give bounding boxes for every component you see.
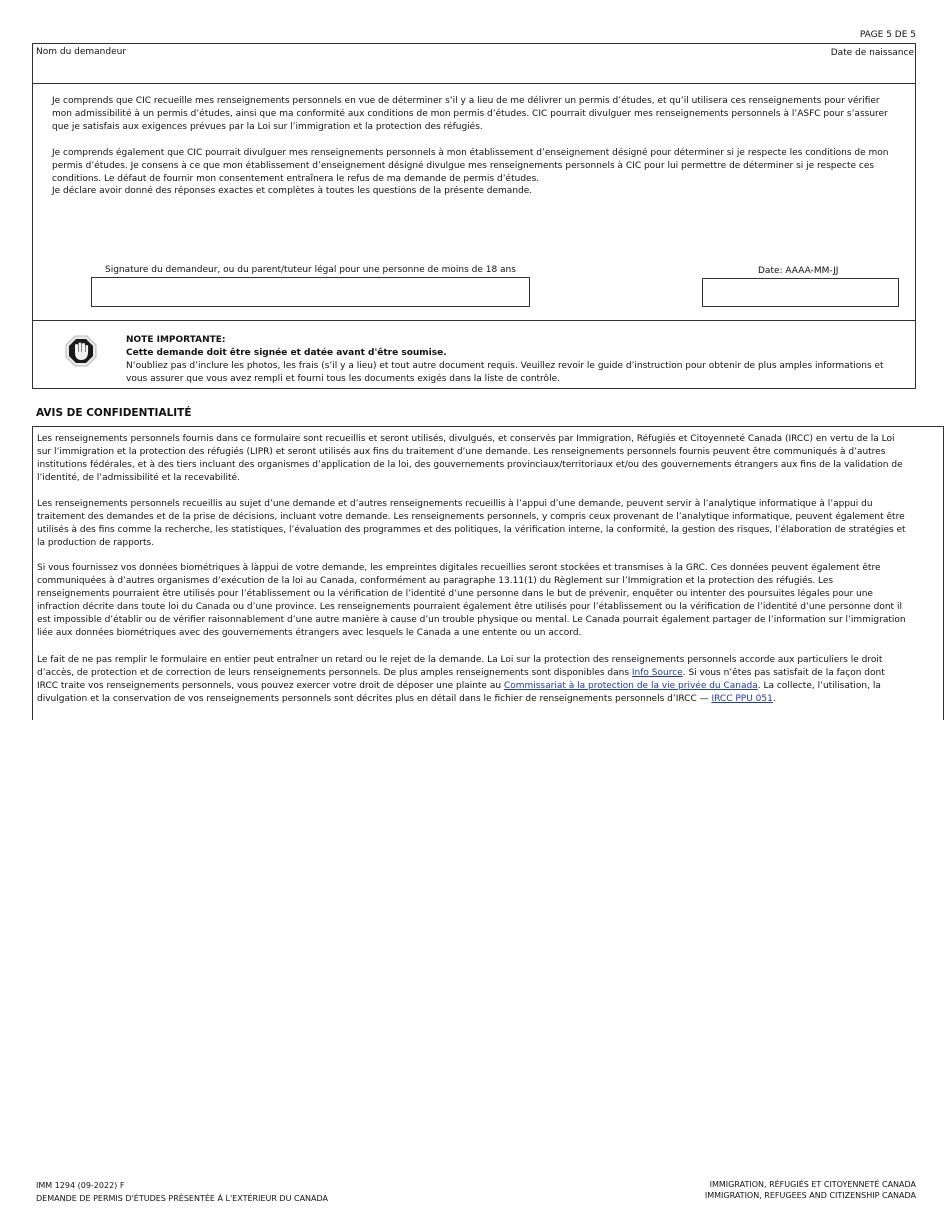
note-subtitle: Cette demande doit être signée et datée avant d'être soumise. [126, 348, 447, 358]
declaration-paragraph-1: Je comprends que CIC recueille mes renseignements personnels en vue de déterminer s’il y a lieu de me délivrer un permis d’études, et qu’il utilisera ces renseignements pour vérifier mon admissibilité à un permis d’études, ainsi que ma conformité aux conditions de mon permis d’études. CIC pourrait divulguer mes renseignements personnels à l’ASFC pour s’assurer que je satisfais aux exigences prévues par la Loi sur l’immigration et la protection des réfugiés. [52, 96, 888, 132]
signature-field[interactable] [91, 277, 530, 307]
declaration-paragraph-2: Je comprends également que CIC pourrait divulguer mes renseignements personnels à mon établissement d’enseignement désigné pour déterminer si je respecte les conditions de mon permis d’études. Je consens à ce que mon établissement d’enseignement désigné divulgue mes renseignements personnels à CIC pour lui permettre de déterminer si je respecte ces conditions. Le défaut de fournir mon consentement entraînera le refus de ma demande de permis d’études. [52, 148, 889, 184]
stop-hand-icon [64, 334, 98, 368]
confidentiality-paragraph-2: Les renseignements personnels recueillis au sujet d’une demande et d’autres renseignements recueillis à l’appui d’une demande, peuvent servir à l’analytique informatique à l’appui du traitement des demandes et de la prise de décisions, incluant votre demande. Les renseignements personnels, y compris ceux provenant de l’analytique informatique, peuvent également être utilisés à des fins comme la recherche, les statistiques, l’évaluation des programmes et des politiques, la vérification interne, la conformité, la gestion des risques, l’élaboration de stratégies et la production de rapports. [37, 499, 906, 548]
dob-label: Date de naissance [830, 48, 914, 58]
form-title: DEMANDE DE PERMIS D'ÉTUDES PRÉSENTÉE À L'EXTÉRIEUR DU CANADA [36, 1194, 328, 1203]
note-title: NOTE IMPORTANTE: [126, 335, 226, 345]
signature-label: Signature du demandeur, ou du parent/tuteur légal pour une personne de moins de 18 ans [105, 265, 516, 275]
signature-date-field[interactable] [702, 278, 899, 307]
declaration-paragraph-3: Je déclare avoir donné des réponses exactes et complètes à toutes les questions de la présente demande. [52, 186, 533, 196]
page-number: PAGE 5 DE 5 [859, 30, 916, 40]
confidentiality-paragraph-3: Si vous fournissez vos données biométriques à làppui de votre demande, les empreintes digitales recueillies seront stockées et transmises à la GRC. Ces données peuvent également être communiquées à d’autres organismes d’exécution de la loi au Canada, conformément au paragraphe 13.11(1) du Règlement sur l’Immigration et la protection des réfugiés. Les renseignements pourraient être utilisés pour l’établissement ou la vérification de l’identité d’une personne dans le but de prévenir, enquêter ou intenter des poursuites légales pour une infraction décrite dans toute loi du Canada ou d’une province. Les renseignements pourraient également être utilisés pour l’établissement ou la vérification de l’identité d’une personne dont il est impossible d’établir ou de vérifier raisonnablement d’une autre manière à cause d’un trouble physique ou mental. Le Canada pourrait également partager de l’information sur l’immigration liée aux données biométriques avec des gouvernements étrangers avec lesquels le Canada a une entente ou un accord. [37, 563, 906, 638]
paragraph-4-text-c: . La collecte, l’utilisation, la divulgation et la conservation de vos renseignements personnels sont décrites plus en détail dans le fichier de renseignements personnels d’IRCC — [37, 680, 881, 704]
confidentiality-title: AVIS DE CONFIDENTIALITÉ [36, 407, 192, 419]
paragraph-4-text-d: . [772, 693, 776, 704]
applicant-name-label: Nom du demandeur [36, 47, 127, 57]
department-name-fr: IMMIGRATION, RÉFUGIÉS ET CITOYENNETÉ CANADA [709, 1180, 916, 1189]
confidentiality-paragraph-1: Les renseignements personnels fournis dans ce formulaire sont recueillis et seront utilisés, divulgués, et conservés par Immigration, Réfugiés et Citoyenneté Canada (IRCC) en vertu de la Loi sur l’immigration et la protection des réfugiés (LIPR) et seront utilisés aux fins du traitement d’une demande. Les renseignements personnels fournis peuvent être communiqués à d’autres institutions fédérales, et à des tiers incluant des organismes d’application de la loi, des gouvernements provinciaux/territoriaux et/ou des gouvernements étrangers aux fins de la validation de l’identité, de l’admissibilité et la recevabilité. [37, 434, 903, 483]
confidentiality-paragraph-4 [37, 654, 907, 706]
applicant-header-box [32, 43, 916, 84]
info-source-link[interactable]: Info Source [631, 667, 683, 678]
department-name-en: IMMIGRATION, REFUGEES AND CITIZENSHIP CANADA [704, 1191, 916, 1200]
ircc-ppu-link[interactable]: IRCC PPU 051 [711, 693, 773, 704]
paragraph-4-text-a: Le fait de ne pas remplir le formulaire en entier peut entraîner un retard ou le rejet de la demande. La Loi sur la protection des renseignements personnels accorde aux particuliers le droit d’accès, de protection et de correction de leurs renseignements personnels. De plus amples renseignements sont disponibles dans [37, 655, 883, 678]
form-code: IMM 1294 (09-2022) F [36, 1181, 125, 1190]
note-body: N’oubliez pas d’inclure les photos, les frais (s’il y a lieu) et tout autre document requis. Veuillez revoir le guide d’instruction pour obtenir de plus amples informations et vous assurer que vous avez rempli et fourni tous les documents exigés dans la liste de contrôle. [126, 361, 884, 384]
paragraph-4-text-b: . Si vous n’êtes pas satisfait de la façon dont IRCC traite vos renseignements personnels, vous pouvez exercer votre droit de déposer une plainte au [37, 667, 885, 691]
date-label: Date: AAAA-MM-JJ [758, 266, 839, 276]
privacy-commissioner-link[interactable]: Commissariat à la protection de la vie privée du Canada [503, 680, 758, 691]
